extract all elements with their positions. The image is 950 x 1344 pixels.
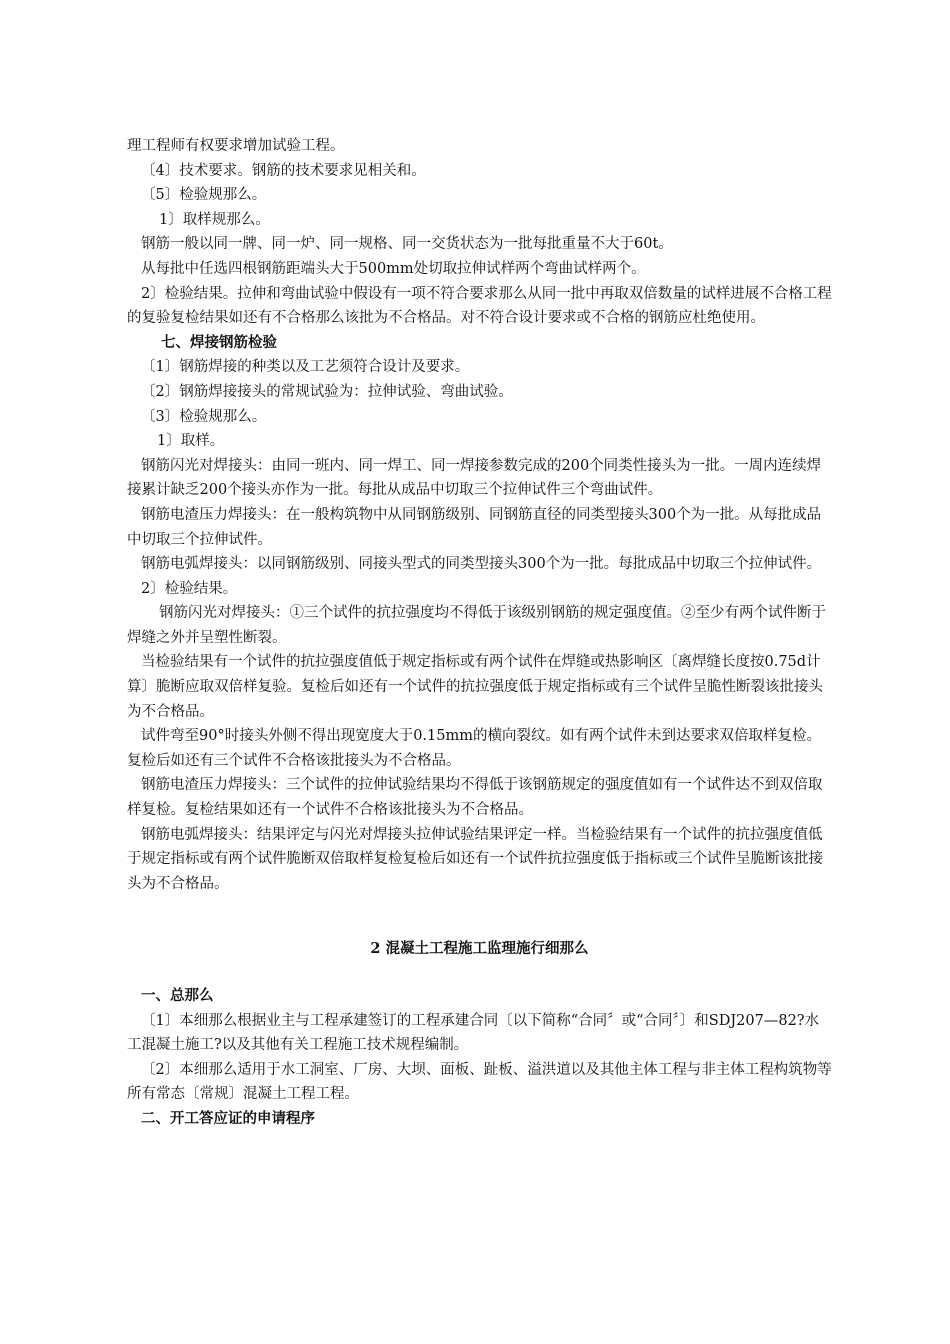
paragraph: 2〕检验结果。 xyxy=(141,580,238,597)
paragraph: 〔1〕钢筋焊接的种类以及工艺须符合设计及要求。 xyxy=(141,359,470,376)
spacer xyxy=(127,962,832,984)
paragraph: 2〕检验结果。拉伸和弯曲试验中假设有一项不符合要求那么从同一批中再取双倍数量的试样进展不合格工程的复验复检结果如还有不合格那么该批为不合格品。对不符合设计要求或不合格的钢筋应杜绝使用。 xyxy=(127,285,832,327)
paragraph: 1〕取样。 xyxy=(157,433,225,450)
chapter-title: 2 混凝土工程施工监理施行细那么 xyxy=(370,940,589,958)
section-heading: 二、开工答应证的申请程序 xyxy=(141,1109,315,1127)
paragraph: 当检验结果有一个试件的抗拉强度值低于规定指标或有两个试件在焊缝或热影响区〔离焊缝长度按0.75d计算〕脆断应取双倍样复验。复检后如还有一个试件的抗拉强度低于规定指标或有三个试件呈脆性断裂该批接头为不合格品。 xyxy=(127,654,823,720)
paragraph: 理工程师有权要求增加试验工程。 xyxy=(127,138,345,154)
paragraph: 从每批中任选四根钢筋距端头大于500mm处切取拉伸试样两个弯曲试样两个。 xyxy=(141,260,646,277)
paragraph: 钢筋一般以同一牌、同一炉、同一规格、同一交货状态为一批每批重量不大于60t。 xyxy=(141,236,673,253)
paragraph: 〔2〕本细那么适用于水工洞室、厂房、大坝、面板、趾板、溢洪道以及其他主体工程与非主体工程构筑物等所有常态〔常规〕混凝土工程工程。 xyxy=(127,1061,832,1103)
paragraph: 钢筋闪光对焊接头：由同一班内、同一焊工、同一焊接参数完成的200个同类性接头为一批。一周内连续焊接累计缺乏200个接头亦作为一批。每批从成品中切取三个拉伸试件三个弯曲试件。 xyxy=(127,457,822,499)
paragraph: 1〕取样规那么。 xyxy=(159,211,270,228)
paragraph: 钢筋电弧焊接头：以同钢筋级别、同接头型式的同类型接头300个为一批。每批成品中切取三个拉伸试件。 xyxy=(141,556,822,573)
spacer xyxy=(127,896,832,937)
paragraph: 钢筋闪光对焊接头：①三个试件的抗拉强度均不得低于该级别钢筋的规定强度值。②至少有两个试件断于焊缝之外并呈塑性断裂。 xyxy=(127,605,826,646)
paragraph: 〔1〕本细那么根据业主与工程承建签订的工程承建合同〔以下简称“合同〞或“合同〞〕和SDJ207—82?水工混凝土施工?以及其他有关工程施工技术规程编制。 xyxy=(127,1012,820,1054)
paragraph: 试件弯至90°时接头外侧不得出现宽度大于0.15mm的横向裂纹。如有两个试件未到达要求双倍取样复检。复检后如还有三个试件不合格该批接头为不合格品。 xyxy=(127,728,821,769)
section-heading: 七、焊接钢筋检验 xyxy=(161,333,277,351)
paragraph: 钢筋电弧焊接头：结果评定与闪光对焊接头拉伸试验结果评定一样。当检验结果有一个试件的抗拉强度值低于规定指标或有两个试件脆断双倍取样复检复检后如还有一个试件抗拉强度低于指标或三个试件呈脆断该批接头为不合格品。 xyxy=(127,826,823,892)
document-body xyxy=(127,134,832,1132)
section-heading: 一、总那么 xyxy=(141,987,214,1004)
paragraph: 钢筋电渣压力焊接头：在一般构筑物中从同钢筋级别、同钢筋直径的同类型接头300个为一批。从每批成品中切取三个拉伸试件。 xyxy=(127,506,822,548)
paragraph: 〔4〕技术要求。钢筋的技术要求见相关和。 xyxy=(141,162,426,179)
paragraph: 〔2〕钢筋焊接接头的常规试验为：拉伸试验、弯曲试验。 xyxy=(141,383,513,400)
paragraph: 〔3〕检验规那么。 xyxy=(141,408,267,425)
paragraph: 钢筋电渣压力焊接头：三个试件的拉伸试验结果均不得低于该钢筋规定的强度值如有一个试件达不到双倍取样复检。复检结果如还有一个试件不合格该批接头为不合格品。 xyxy=(127,777,823,819)
paragraph: 〔5〕检验规那么。 xyxy=(141,187,267,204)
